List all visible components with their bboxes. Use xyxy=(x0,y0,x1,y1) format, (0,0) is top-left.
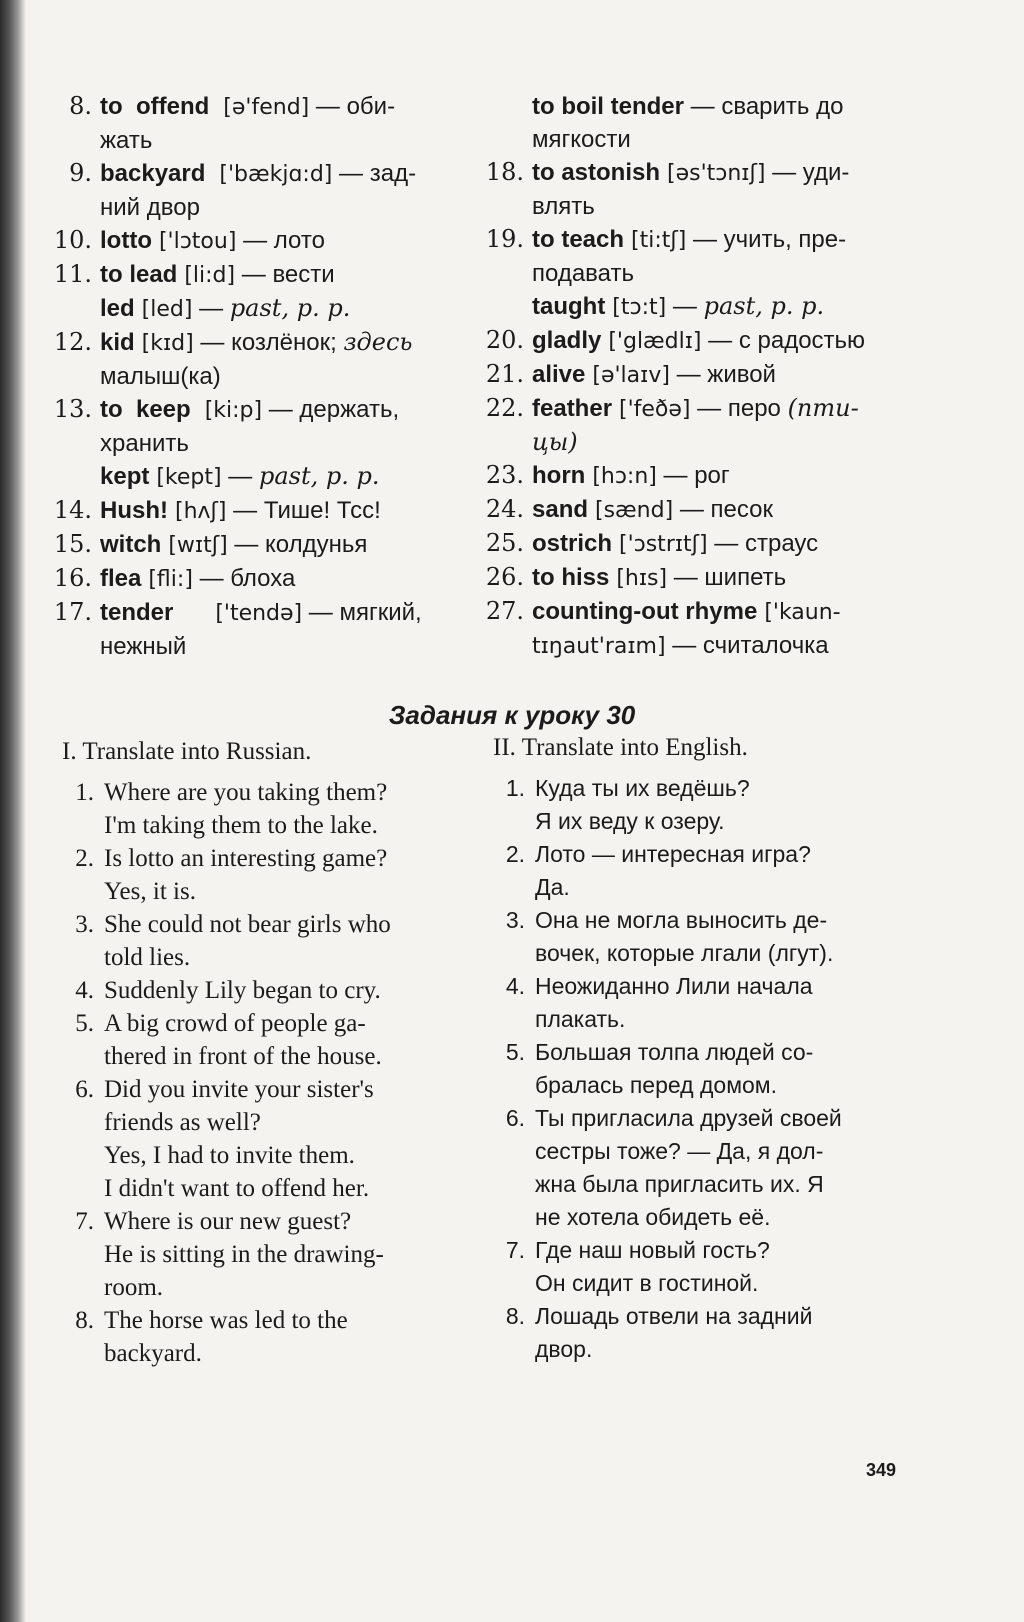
entry-line xyxy=(532,392,900,426)
entry-line xyxy=(100,258,468,292)
entry-number: 20. xyxy=(485,326,524,354)
headword: witch xyxy=(100,531,162,558)
translation: подавать xyxy=(532,260,634,287)
exercise-number: 7. xyxy=(505,1237,525,1263)
exercise-line: I'm taking them to the lake. xyxy=(104,812,378,839)
headword: ostrich xyxy=(532,530,613,557)
transcription: [hʌʃ] xyxy=(168,499,227,524)
vocab-entry xyxy=(48,393,468,494)
exercise-item xyxy=(62,1007,482,1073)
transcription: [tɔ:t] xyxy=(605,295,667,320)
entry-line xyxy=(532,527,900,561)
entry-line xyxy=(100,528,468,562)
exercise-item xyxy=(493,772,913,838)
exercise-item xyxy=(62,776,482,842)
translation: — перо xyxy=(690,395,788,422)
translation: нежный xyxy=(100,633,187,660)
transcription: [wɪtʃ] xyxy=(161,533,228,558)
task-2-block xyxy=(493,734,913,1366)
exercise-number: 2. xyxy=(505,841,525,867)
exercise-line: room. xyxy=(104,1274,164,1301)
exercise-line: плакать. xyxy=(535,1006,626,1032)
exercise-line: Он сидит в гостиной. xyxy=(535,1270,759,1296)
headword: to teach xyxy=(532,226,625,253)
vocab-entry xyxy=(48,494,468,528)
vocab-entry xyxy=(48,562,468,596)
exercise-line: Yes, I had to invite them. xyxy=(104,1142,355,1169)
translation: — уди- xyxy=(765,159,850,186)
exercise-item xyxy=(493,904,913,970)
exercise-line: Куда ты их ведёшь? xyxy=(535,775,750,801)
exercise-line: Ты пригласила друзей своей xyxy=(535,1105,842,1131)
vocab-entry xyxy=(480,156,900,223)
entry-number: 17. xyxy=(53,598,92,626)
exercise-line: I didn't want to offend her. xyxy=(104,1175,370,1202)
headword: to boil tender xyxy=(532,93,684,120)
translation: — xyxy=(221,463,259,490)
grammar-note: past, p. p. xyxy=(229,294,351,322)
vocab-entry xyxy=(48,90,468,157)
task-2-items xyxy=(493,772,913,1366)
entry-number: 14. xyxy=(53,496,92,524)
entry-number: 19. xyxy=(485,225,524,253)
entry-number: 21. xyxy=(485,360,524,388)
entry-number: 12. xyxy=(53,328,92,356)
translation: — страус xyxy=(707,530,819,557)
vocab-entry xyxy=(480,493,900,527)
entry-line xyxy=(532,324,900,358)
translation: влять xyxy=(532,193,595,220)
entry-line xyxy=(100,427,468,460)
transcription: [sænd] xyxy=(588,498,674,523)
translation: хранить xyxy=(100,430,189,457)
entry-line xyxy=(532,561,900,595)
vocab-entry xyxy=(480,90,900,156)
section-heading: Задания к уроку 30 xyxy=(388,700,636,730)
exercise-number: 1. xyxy=(75,779,94,806)
exercise-line: сестры тоже? — Да, я дол- xyxy=(535,1138,824,1164)
exercise-item xyxy=(493,1036,913,1102)
entry-line xyxy=(532,358,900,392)
transcription: ['bækjɑ:d] xyxy=(205,162,333,187)
translation: — живой xyxy=(669,361,776,388)
translation: — лото xyxy=(236,227,325,254)
exercise-number: 8. xyxy=(505,1303,525,1329)
entry-number: 18. xyxy=(485,158,524,186)
task-1-items xyxy=(62,776,482,1370)
entry-line xyxy=(100,562,468,596)
transcription: ['kaun- xyxy=(757,600,841,625)
transcription: [hɔ:n] xyxy=(585,464,657,489)
entry-number: 11. xyxy=(53,260,92,288)
entry-number: 9. xyxy=(69,159,92,187)
exercise-item xyxy=(62,1205,482,1304)
exercise-number: 3. xyxy=(75,911,94,938)
headword: lotto xyxy=(100,227,152,254)
translation: — оби- xyxy=(309,93,396,120)
entry-line xyxy=(100,124,468,157)
exercise-item xyxy=(493,1300,913,1366)
vocab-entry xyxy=(480,358,900,392)
entry-line xyxy=(532,90,900,123)
exercise-item xyxy=(62,842,482,908)
exercise-number: 5. xyxy=(505,1039,525,1065)
transcription: [kɪd] xyxy=(134,331,194,356)
task-1-block xyxy=(62,738,482,1370)
page-number: 349 xyxy=(866,1460,897,1480)
entry-line xyxy=(100,393,468,427)
exercise-line: Is lotto an interesting game? xyxy=(104,845,388,872)
transcription: [ə'fend] xyxy=(209,95,310,120)
entry-line xyxy=(100,596,468,630)
entry-line xyxy=(532,190,900,223)
entry-number: 22. xyxy=(485,394,524,422)
headword: gladly xyxy=(532,327,602,354)
entry-line xyxy=(100,326,468,360)
grammar-note: цы) xyxy=(532,428,578,456)
transcription: ['glædlɪ] xyxy=(601,329,702,354)
entry-number: 13. xyxy=(53,395,92,423)
entry-line xyxy=(100,224,468,258)
exercise-item xyxy=(493,970,913,1036)
entry-line xyxy=(100,90,468,124)
exercise-line: thered in front of the house. xyxy=(104,1043,382,1070)
exercise-line: Where are you taking them? xyxy=(104,779,388,806)
headword: to keep xyxy=(100,396,191,423)
exercise-number: 6. xyxy=(505,1105,525,1131)
headword: backyard xyxy=(100,160,206,187)
exercise-line: Большая толпа людей со- xyxy=(535,1039,814,1065)
exercise-number: 6. xyxy=(75,1076,94,1103)
headword: kid xyxy=(100,329,135,356)
headword: feather xyxy=(532,395,613,422)
grammar-note: здесь xyxy=(343,328,413,356)
grammar-note: past, p. p. xyxy=(703,292,825,320)
translation: — сварить до xyxy=(684,93,844,120)
exercise-line: Где наш новый гость? xyxy=(535,1237,770,1263)
vocab-entry xyxy=(480,561,900,595)
translation: — вести xyxy=(235,261,335,288)
entry-number: 10. xyxy=(53,226,92,254)
entry-line xyxy=(100,494,468,528)
entry-line xyxy=(100,292,468,326)
entry-number: 25. xyxy=(485,529,524,557)
exercise-number: 3. xyxy=(505,907,525,933)
entry-line xyxy=(100,460,468,494)
vocab-entry xyxy=(480,595,900,663)
headword: led xyxy=(100,295,135,322)
exercise-item xyxy=(62,974,482,1007)
headword: to offend xyxy=(100,93,210,120)
exercise-number: 4. xyxy=(75,977,94,1004)
transcription: [ti:tʃ] xyxy=(624,228,687,253)
vocab-entry xyxy=(48,528,468,562)
translation: — xyxy=(192,295,230,322)
headword: sand xyxy=(532,496,589,523)
exercise-line: Лошадь отвели на задний xyxy=(535,1303,813,1329)
transcription: ['lɔtou] xyxy=(151,229,237,254)
headword: kept xyxy=(100,463,150,490)
entry-line xyxy=(532,426,900,459)
exercise-number: 8. xyxy=(75,1307,94,1334)
translation: ний двор xyxy=(100,194,200,221)
translation: — козлёнок; xyxy=(193,329,344,356)
transcription: [li:d] xyxy=(177,263,236,288)
translation: — xyxy=(666,293,704,320)
transcription: tɪŋaut'raɪm] xyxy=(532,634,666,659)
exercise-line: The horse was led to the xyxy=(104,1307,348,1334)
transcription: [əs'tɔnɪʃ] xyxy=(660,161,766,186)
entry-line xyxy=(532,257,900,290)
translation: — шипеть xyxy=(667,564,787,591)
vocabulary-column-left xyxy=(48,90,468,663)
transcription: [ə'laɪv] xyxy=(585,363,670,388)
transcription: [ki:p] xyxy=(190,398,263,423)
vocab-entry xyxy=(480,392,900,459)
exercise-item xyxy=(62,908,482,974)
entry-line xyxy=(532,595,900,629)
translation: — блоха xyxy=(192,565,296,592)
exercise-item xyxy=(62,1304,482,1370)
entry-line xyxy=(100,360,468,393)
headword: Hush! xyxy=(100,497,168,524)
translation: — рог xyxy=(656,462,730,489)
headword: to astonish xyxy=(532,159,661,186)
translation: — с радостью xyxy=(701,327,866,354)
transcription: [led] xyxy=(134,297,193,322)
exercise-item xyxy=(62,1073,482,1205)
transcription: [fli:] xyxy=(141,567,193,592)
entry-number: 16. xyxy=(53,564,92,592)
exercise-line: вочек, которые лгали (лгут). xyxy=(535,940,834,966)
exercise-line: Лото — интересная игра? xyxy=(535,841,811,867)
vocab-entry xyxy=(480,459,900,493)
exercise-line: He is sitting in the drawing- xyxy=(104,1241,384,1268)
entry-number: 24. xyxy=(485,495,524,523)
vocab-entry xyxy=(48,224,468,258)
entry-line xyxy=(532,156,900,190)
vocabulary-column-right xyxy=(480,90,900,663)
vocab-entry xyxy=(48,326,468,393)
translation: — песок xyxy=(673,496,773,523)
scan-edge-shadow xyxy=(0,0,26,1622)
exercise-line: Она не могла выносить де- xyxy=(535,907,828,933)
headword: tender xyxy=(100,599,174,626)
entry-line xyxy=(100,157,468,191)
headword: to lead xyxy=(100,261,178,288)
entry-number: 23. xyxy=(485,461,524,489)
exercise-line: Suddenly Lily began to cry. xyxy=(104,977,381,1004)
exercise-number: 1. xyxy=(505,775,525,801)
entry-number: 26. xyxy=(485,563,524,591)
exercise-line: Where is our new guest? xyxy=(104,1208,352,1235)
vocab-entry xyxy=(480,324,900,358)
task-2-title: II. Translate into English. xyxy=(493,734,748,761)
entry-line xyxy=(532,290,900,324)
entry-line xyxy=(532,629,900,663)
exercise-number: 7. xyxy=(75,1208,94,1235)
exercise-line: She could not bear girls who xyxy=(104,911,391,938)
entry-line xyxy=(100,630,468,663)
exercise-line: не хотела обидеть её. xyxy=(535,1204,771,1230)
exercise-number: 4. xyxy=(505,973,525,999)
exercise-line: told lies. xyxy=(104,944,191,971)
exercise-line: двор. xyxy=(535,1336,593,1362)
entry-number: 15. xyxy=(53,530,92,558)
translation: — считалочка xyxy=(665,632,829,659)
exercise-number: 2. xyxy=(75,845,94,872)
transcription: [hɪs] xyxy=(609,566,668,591)
translation: малыш(ка) xyxy=(100,363,221,390)
exercise-line: бралась перед домом. xyxy=(535,1072,777,1098)
translation: — мягкий, xyxy=(302,599,422,626)
exercise-item xyxy=(493,1234,913,1300)
transcription: [kept] xyxy=(149,465,222,490)
headword: flea xyxy=(100,565,142,592)
translation: жать xyxy=(100,127,153,154)
exercise-line: friends as well? xyxy=(104,1109,261,1136)
grammar-note: past, p. p. xyxy=(258,462,380,490)
translation: — зад- xyxy=(332,160,417,187)
headword: taught xyxy=(532,293,606,320)
entry-line xyxy=(100,191,468,224)
vocab-entry xyxy=(48,157,468,224)
exercise-item xyxy=(493,1102,913,1234)
exercise-line: Did you invite your sister's xyxy=(104,1076,374,1103)
task-1-title: I. Translate into Russian. xyxy=(62,738,312,765)
transcription: ['feðə] xyxy=(612,397,691,422)
exercise-number: 5. xyxy=(75,1010,94,1037)
translation: мягкости xyxy=(532,126,631,153)
transcription: ['ɔstrɪtʃ] xyxy=(612,532,708,557)
exercise-line: Да. xyxy=(535,874,570,900)
vocab-entry xyxy=(48,258,468,326)
vocab-entry xyxy=(480,223,900,324)
entry-line xyxy=(532,459,900,493)
exercise-line: жна была пригласить их. Я xyxy=(535,1171,824,1197)
translation: — колдунья xyxy=(227,531,368,558)
entry-number: 8. xyxy=(69,92,92,120)
grammar-note: (пти- xyxy=(787,394,859,422)
entry-line xyxy=(532,223,900,257)
entry-number: 27. xyxy=(485,597,524,625)
vocab-entry xyxy=(48,596,468,663)
entry-line xyxy=(532,493,900,527)
translation: — Тише! Тсс! xyxy=(226,497,381,524)
transcription: ['tendə] xyxy=(173,601,303,626)
exercise-line: Yes, it is. xyxy=(104,878,196,905)
headword: counting-out rhyme xyxy=(532,598,758,625)
exercise-line: backyard. xyxy=(104,1340,202,1367)
vocab-entry xyxy=(480,527,900,561)
exercise-line: Неожиданно Лили начала xyxy=(535,973,813,999)
exercise-item xyxy=(493,838,913,904)
entry-line xyxy=(532,123,900,156)
exercise-line: Я их веду к озеру. xyxy=(535,808,725,834)
headword: to hiss xyxy=(532,564,610,591)
headword: horn xyxy=(532,462,586,489)
translation: — держать, xyxy=(262,396,400,423)
headword: alive xyxy=(532,361,586,388)
exercise-line: A big crowd of people ga- xyxy=(104,1010,366,1037)
translation: — учить, пре- xyxy=(686,226,847,253)
